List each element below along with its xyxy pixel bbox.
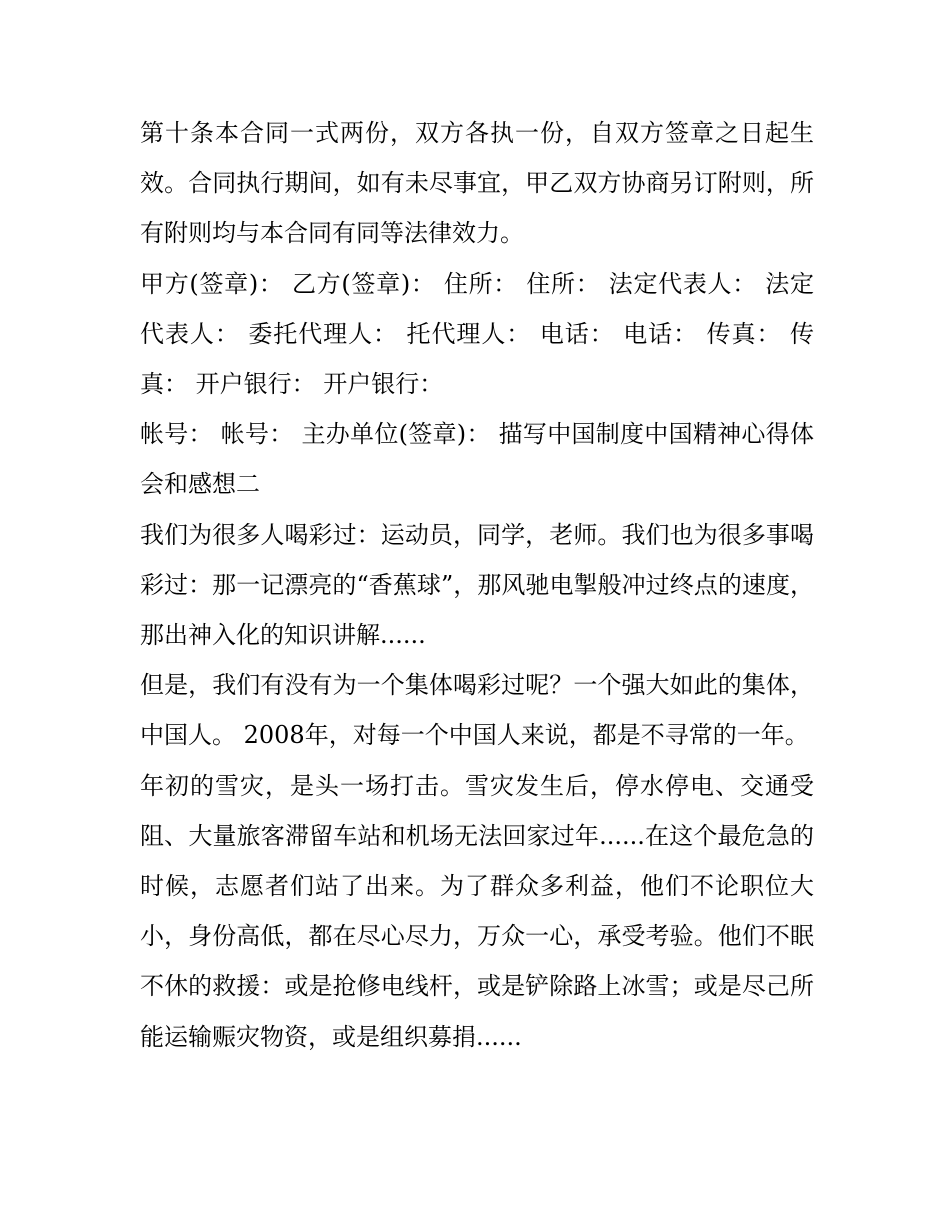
paragraph-snow-disaster: 年初的雪灾，是头一场打击。雪灾发生后，停水停电、交通受阻、大量旅客滞留车站和机场无法回家过年......在这个最危急的时候，志愿者们站了出来。为了群众多利益，他们不论职位大小，身份高低，都在尽心尽力，万众一心，承受考验。他们不眠不休的救援：或是抢修电线杆，或是铲除路上冰雪；或是尽己所能运输赈灾物资，或是组织募捐......	[140, 771, 814, 1051]
document-body	[140, 108, 814, 1062]
paragraph-signature-fields: 甲方(签章)： 乙方(签章)： 住所： 住所： 法定代表人： 法定代表人： 委托代理人： 托代理人： 电话： 电话： 传真： 传真： 开户银行： 开户银行：	[140, 269, 814, 399]
paragraph-account-and-title: 帐号： 帐号： 主办单位(签章)： 描写中国制度中国精神心得体会和感想二	[140, 420, 814, 499]
paragraph-cheering: 我们为很多人喝彩过：运动员，同学，老师。我们也为很多事喝彩过：那一记漂亮的“香蕉球”，那风驰电掣般冲过终点的速度，那出神入化的知识讲解......	[140, 520, 814, 650]
paragraph-collective: 但是，我们有没有为一个集体喝彩过呢？一个强大如此的集体，中国人。 2008年，对每一个中国人来说，都是不寻常的一年。	[140, 671, 814, 750]
paragraph-contract-clause: 第十条本合同一式两份，双方各执一份，自双方签章之日起生效。合同执行期间，如有未尽事宜，甲乙双方协商另订附则，所有附则均与本合同有同等法律效力。	[140, 119, 814, 248]
